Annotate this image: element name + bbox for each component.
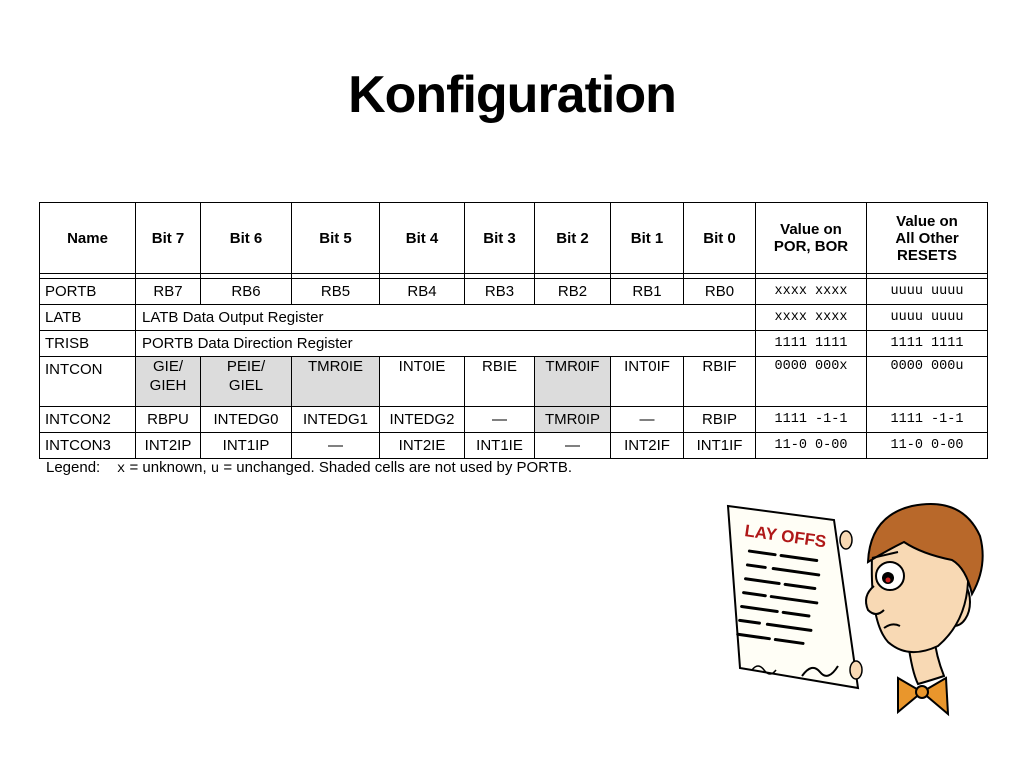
row-name: INTCON3 [40,433,136,459]
cell-value-other: 1111 1111 [867,331,988,357]
table-row-intcon3 [40,433,988,459]
cell-bit1: — [611,407,684,433]
cell-bit4: INT0IE [380,357,465,407]
cell-bit6-line1: PEIE/ [226,358,266,375]
table-row-latb [40,305,988,331]
cell-bit6: INTEDG0 [201,407,292,433]
cell-value-other: uuuu uuuu [867,279,988,305]
header-bit4: Bit 4 [380,203,465,274]
table-legend [46,459,572,477]
paper-heading: LAY OFFS [743,521,828,552]
cell-bit5: — [292,433,380,459]
cell-bit5: RB5 [292,279,380,305]
cell-bit1: INT2IF [611,433,684,459]
legend-x-text: = unknown, [129,459,207,476]
table-row-intcon [40,357,988,407]
slide-title: Konfiguration [348,66,676,124]
cell-value-por: 1111 -1-1 [756,407,867,433]
cell-bit3: INT1IE [465,433,535,459]
header-bit6: Bit 6 [201,203,292,274]
cell-bit7: RB7 [136,279,201,305]
layoffs-paper [728,506,858,688]
cell-bit5: TMR0IE [292,357,380,407]
cell-bit1: INT0IF [611,357,684,407]
header-bit1: Bit 1 [611,203,684,274]
cell-bit7-line1: GIE/ [152,358,183,375]
cell-value-other: 1111 -1-1 [867,407,988,433]
header-por-line1: Value on [780,221,842,238]
table-header-row [40,203,988,274]
cell-bit2: TMR0IF [535,357,611,407]
worried-man-head [866,504,983,652]
legend-u-symbol: u [210,461,220,477]
header-other-line3: RESETS [896,246,957,264]
register-table [39,202,988,459]
cell-bit7: INT2IP [136,433,201,459]
cell-value-other: 11-0 0-00 [867,433,988,459]
header-bit2: Bit 2 [535,203,611,274]
cell-bit0: RB0 [684,279,756,305]
cell-bit4: INT2IE [380,433,465,459]
cell-bit2: RB2 [535,279,611,305]
row-name: PORTB [40,279,136,305]
header-bit0: Bit 0 [684,203,756,274]
row-name: LATB [40,305,136,331]
cell-bit3: RBIE [465,357,535,407]
cell-bit7: RBPU [136,407,201,433]
cell-description: PORTB Data Direction Register [136,331,756,357]
cell-bit4: RB4 [380,279,465,305]
header-value-other [867,203,988,274]
cell-bit2: — [535,433,611,459]
header-name: Name [40,203,136,274]
cell-bit2: TMR0IP [535,407,611,433]
cell-value-por: 1111 1111 [756,331,867,357]
cell-value-other: uuuu uuuu [867,305,988,331]
cell-bit1: RB1 [611,279,684,305]
cell-value-por: xxxx xxxx [756,279,867,305]
cell-value-por: 11-0 0-00 [756,433,867,459]
cell-bit6: RB6 [201,279,292,305]
header-other-line2: All Other [895,229,959,247]
cell-bit0: RBIP [684,407,756,433]
cell-bit3: RB3 [465,279,535,305]
cell-value-por: xxxx xxxx [756,305,867,331]
header-value-por [756,203,867,274]
header-bit3: Bit 3 [465,203,535,274]
cell-bit7 [136,357,201,407]
legend-x-symbol: x [116,461,126,477]
table-row-intcon2 [40,407,988,433]
cell-bit0: RBIF [684,357,756,407]
header-bit7: Bit 7 [136,203,201,274]
cell-bit6 [201,357,292,407]
legend-u-text: = unchanged. Shaded cells are not used by PORTB. [223,459,573,476]
header-bit5: Bit 5 [292,203,380,274]
layoffs-cartoon-illustration [722,492,994,732]
cell-bit6-line2: GIEL [228,377,264,394]
cell-bit4: INTEDG2 [380,407,465,433]
legend-label: Legend: [46,459,101,476]
row-name: TRISB [40,331,136,357]
cell-description: LATB Data Output Register [136,305,756,331]
cell-bit3: — [465,407,535,433]
cell-bit7-line2: GIEH [149,377,187,394]
cell-value-por: 0000 000x [756,357,867,407]
cell-bit6: INT1IP [201,433,292,459]
table-row-portb [40,279,988,305]
row-name: INTCON2 [40,407,136,433]
header-other-line1: Value on [896,212,958,230]
row-name: INTCON [40,357,136,407]
header-por-line2: POR, BOR [773,238,849,255]
cell-bit5: INTEDG1 [292,407,380,433]
table-row-trisb [40,331,988,357]
cell-bit0: INT1IF [684,433,756,459]
cell-value-other: 0000 000u [867,357,988,407]
